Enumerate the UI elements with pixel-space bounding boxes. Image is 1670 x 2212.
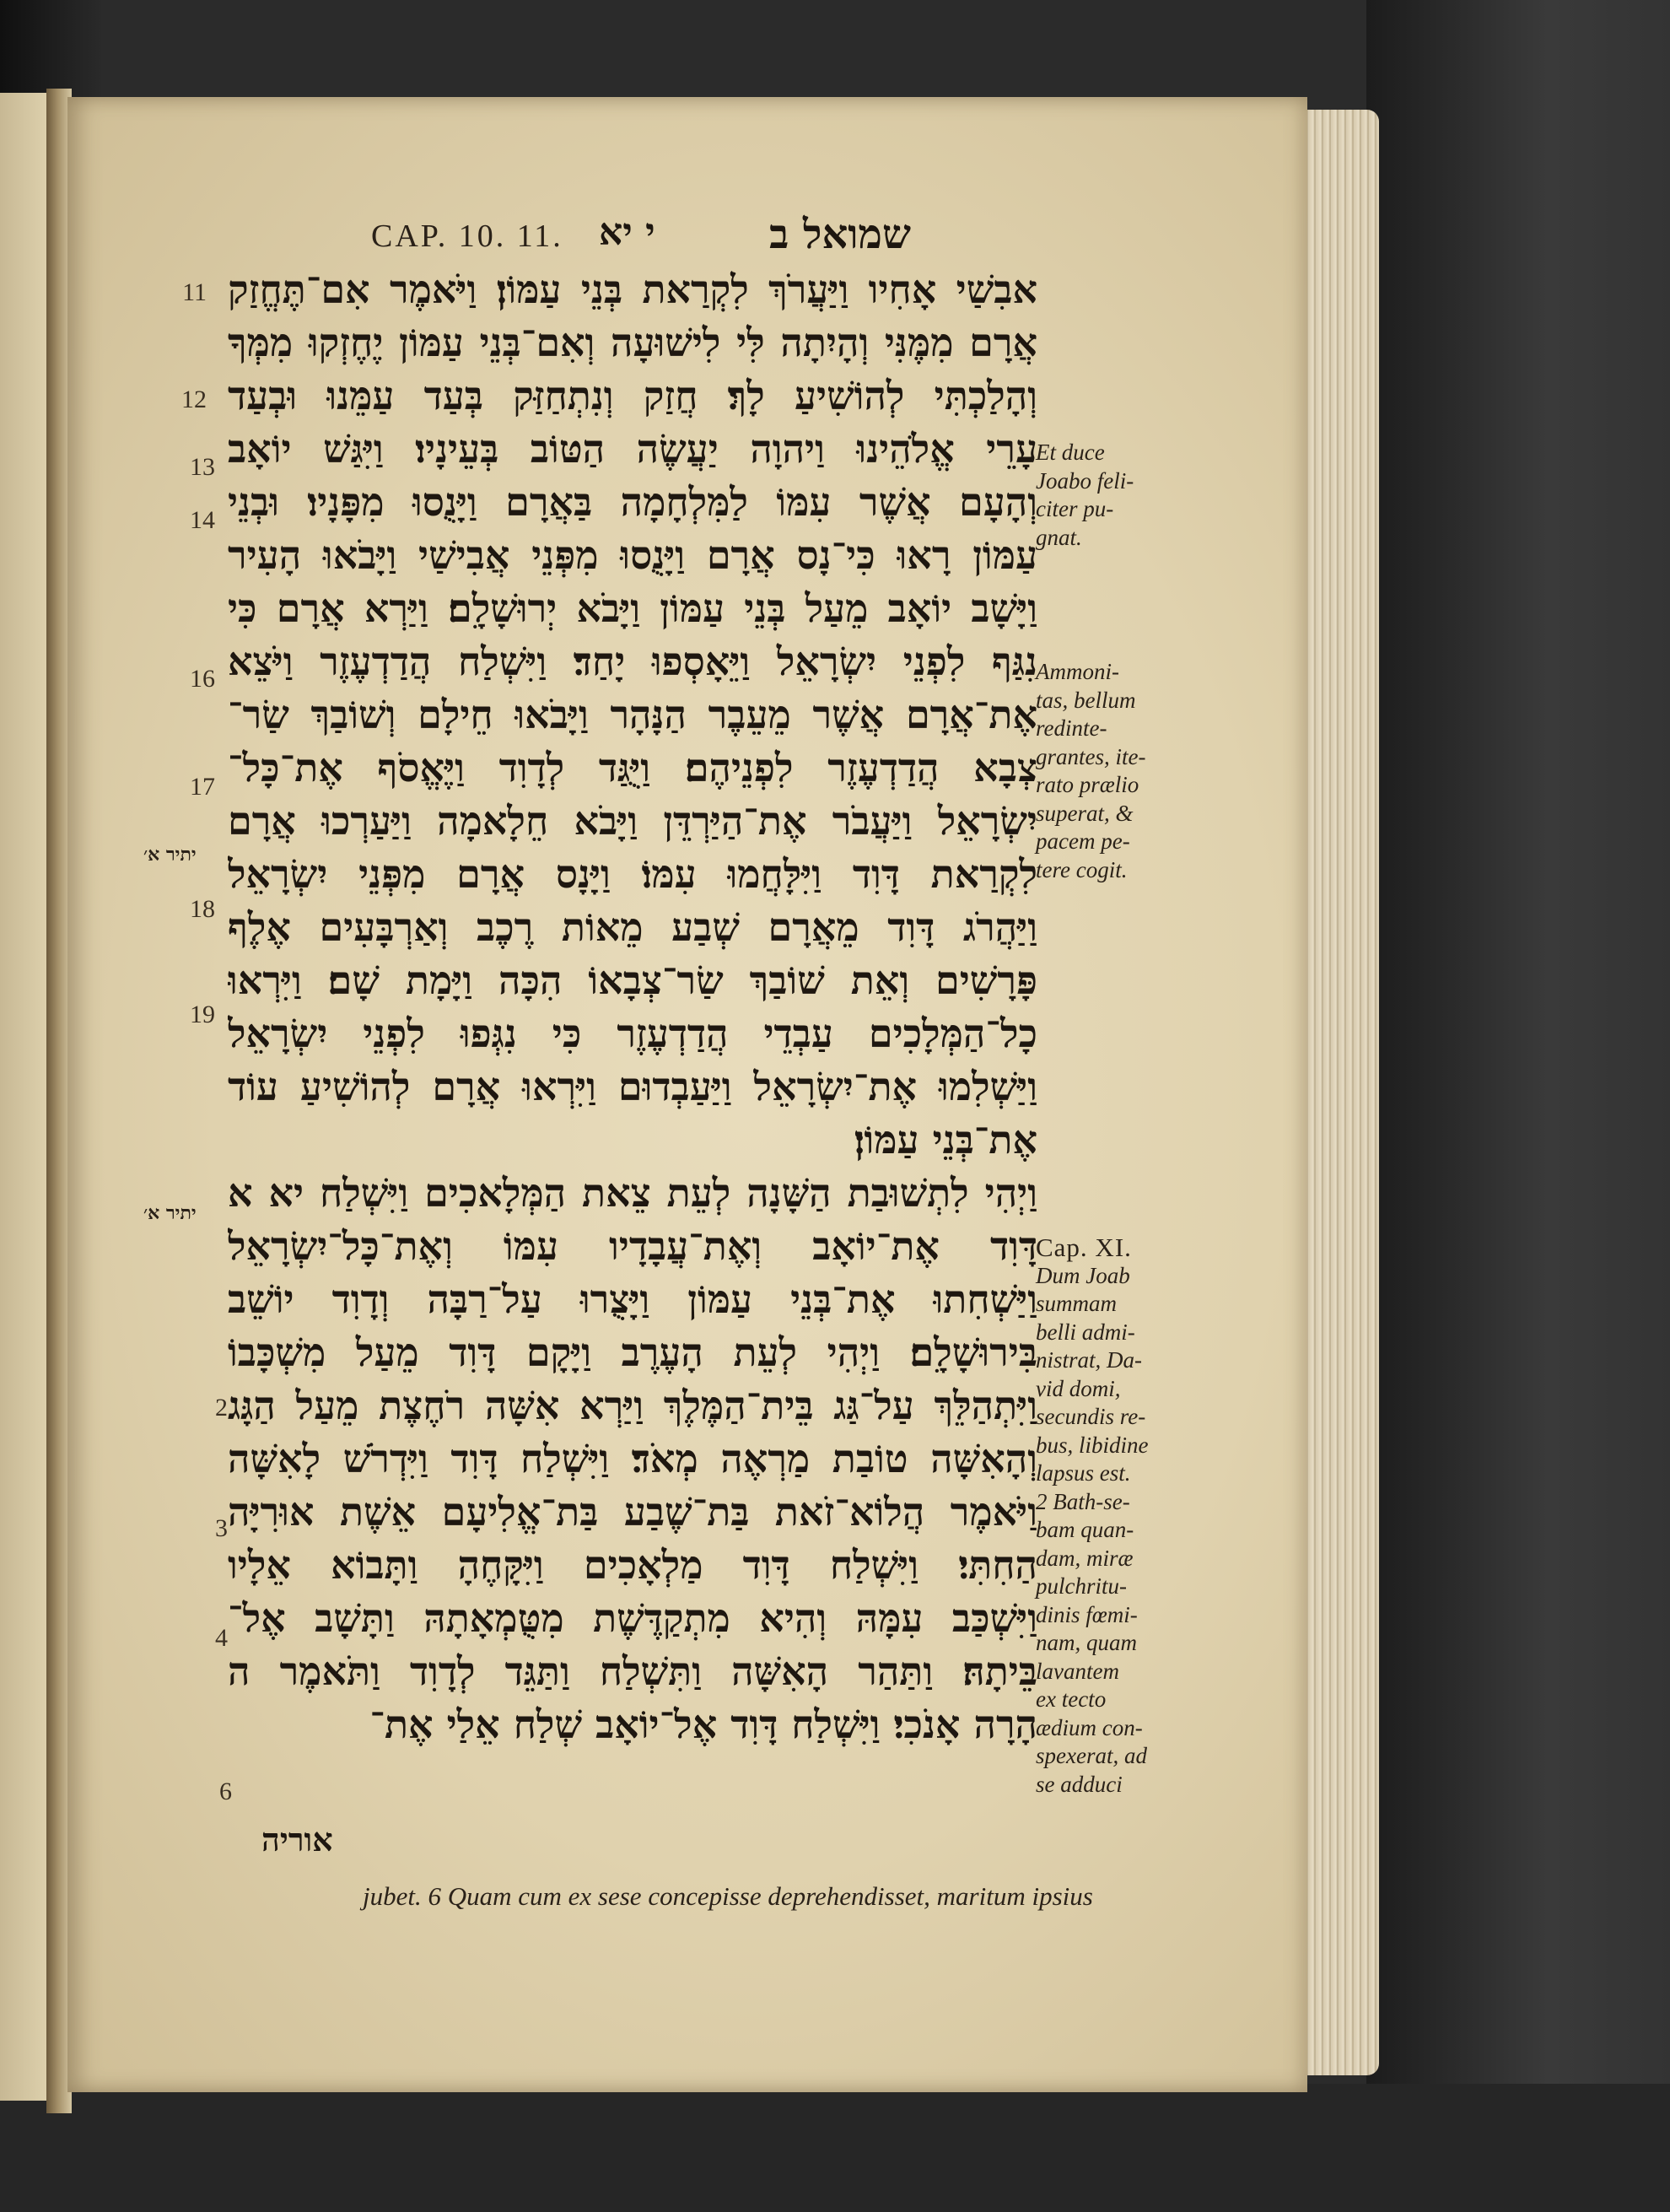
gloss-mark: יתיר א׳: [143, 1202, 197, 1224]
margin-note-line: tas, bellum: [1036, 687, 1136, 713]
margin-note-line: citer pu-: [1036, 496, 1114, 521]
verse-number: 4: [215, 1624, 228, 1652]
margin-note-line: ex tecto: [1036, 1686, 1107, 1712]
background-right: [1366, 0, 1670, 2212]
verse-number: 13: [190, 453, 215, 481]
margin-note-line: summam: [1036, 1291, 1118, 1316]
text-line: הָרָה אָנֹכִי׃ וַיִּשְׁלַח דָּוִד אֶל־יוֹאָב שְׁלַח אֵלַי אֶת־: [369, 1702, 1037, 1747]
text-line: בִּירוּשָׁלִָם׃ וַיְהִי לְעֵת הָעֶרֶב וַיָּקָם דָּוִד מֵעַל מִשְׁכָּבוֹ: [228, 1330, 1037, 1375]
margin-note-line: tere cogit.: [1036, 856, 1128, 882]
hebrew-text-block: [228, 263, 1037, 1751]
chapter-heading-marginal: Cap. XI.: [1036, 1233, 1132, 1262]
text-line: אבִשַׁי אָחִיו וַיַּעֲרֹךְ לִקְרַאת בְּנֵי עַמּוֹן׃ וַיֹּאמֶר אִם־תֶּחֱזַק: [228, 267, 1037, 312]
margin-note-line: spexerat, ad: [1036, 1743, 1147, 1768]
text-line: יִשְׂרָאֵל וַיַּעֲבֹר אֶת־הַיַּרְדֵּן וַיָּבֹא חֵלָאמָה וַיַּעַרְכוּ אֲרָם: [228, 798, 1037, 844]
margin-note-line: bam quan-: [1036, 1517, 1134, 1542]
text-line: וַיֹּאמֶר הֲלוֹא־זֹאת בַּת־שֶׁבַע בַּת־אֱלִיעָם אֵשֶׁת אוּרִיָּה: [228, 1489, 1037, 1535]
margin-note-line: vid domi,: [1036, 1375, 1121, 1401]
margin-note-line: rato prælio: [1036, 772, 1139, 797]
text-line: פָּרָשִׁים וְאֵת שׁוֹבַךְ שַׂר־צְבָאוֹ הִכָּה וַיָּמָת שָׁם׃ וַיִּרְאוּ: [228, 958, 1037, 1003]
verse-number: 12: [181, 386, 207, 413]
catchword: אוריה: [261, 1821, 333, 1859]
margin-note-line: dinis fœmi-: [1036, 1601, 1138, 1627]
margin-note-line: se adduci: [1036, 1771, 1123, 1797]
folio-number: י יא: [599, 211, 655, 254]
margin-note-line: pulchritu-: [1036, 1573, 1127, 1599]
margin-note-line: ædium con-: [1036, 1714, 1143, 1740]
margin-note-line: grantes, ite-: [1036, 743, 1146, 769]
margin-note-line: nam, quam: [1036, 1630, 1137, 1655]
verse-number: 17: [190, 773, 215, 801]
margin-note-line: Ammoni-: [1036, 659, 1119, 684]
book-title: שמואל ב: [769, 211, 911, 258]
text-line: אֶת־אֲרָם אֲשֶׁר מֵעֵבֶר הַנָּהָר וַיָּבֹאוּ חֵילָם וְשׁוֹבַךְ שַׂר־: [228, 692, 1037, 737]
verse-number: 18: [190, 895, 215, 923]
margin-note-line: Dum Joab: [1036, 1262, 1130, 1288]
text-line: וַיִּשְׁכַּב עִמָּהּ וְהִיא מִתְקַדֶּשֶׁת מִטֻּמְאָתָהּ וַתָּשָׁב אֶל־: [228, 1595, 1037, 1641]
margin-note-line: belli admi-: [1036, 1319, 1135, 1345]
text-line: וַיַּשְׁלִמוּ אֶת־יִשְׂרָאֵל וַיַּעַבְדוּם וַיִּרְאוּ אֲרָם לְהוֹשִׁיעַ עוֹד: [228, 1064, 1037, 1109]
text-line: וְהָאִשָּׁה טוֹבַת מַרְאֶה מְאֹד׃ וַיִּשְׁלַח דָּוִד וַיִּדְרֹשׁ לָאִשָּׁה: [228, 1436, 1037, 1481]
text-line: וַיַּשְׁחִתוּ אֶת־בְּנֵי עַמּוֹן וַיָּצֻרוּ עַל־רַבָּה וְדָוִד יוֹשֵׁב: [228, 1276, 1037, 1322]
margin-note-line: gnat.: [1036, 524, 1082, 550]
text-line: וְהָעָם אֲשֶׁר עִמּוֹ לַמִּלְחָמָה בַּאֲרָם וַיָּנֻסוּ מִפָּנָיו׃ וּבְנֵי: [228, 479, 1037, 525]
text-line: וַיַּהֲרֹג דָּוִד מֵאֲרָם שְׁבַע מֵאוֹת רֶכֶב וְאַרְבָּעִים אֶלֶף: [228, 904, 1037, 950]
gloss-mark: יתיר א׳: [143, 844, 197, 866]
verse-number: 16: [190, 665, 215, 693]
verse-number: 6: [219, 1778, 232, 1805]
verse-number: 11: [182, 278, 207, 306]
text-line: דָּוִד אֶת־יוֹאָב וְאֶת־עֲבָדָיו עִמּוֹ וְאֶת־כָּל־יִשְׂרָאֵל: [228, 1223, 1037, 1269]
text-line: צְבָא הֲדַדְעֶזֶר לִפְנֵיהֶם׃ וַיֻּגַּד לְדָוִד וַיֶּאֱסֹף אֶת־כָּל־: [228, 745, 1037, 790]
margin-note-line: lavantem: [1036, 1658, 1119, 1684]
verse-number: 19: [190, 1001, 215, 1028]
text-line: עָרֵי אֱלֹהֵינוּ וַיהוָה יַעֲשֶׂה הַטּוֹב בְּעֵינָיו׃ וַיִּגַּשׁ יוֹאָב: [228, 426, 1037, 472]
text-line: וַיִּתְהַלֵּךְ עַל־גַּג בֵּית־הַמֶּלֶךְ וַיַּרְא אִשָּׁה רֹחֶצֶת מֵעַל הַגָּג: [228, 1383, 1037, 1428]
margin-note-line: bus, libidine: [1036, 1432, 1149, 1458]
text-line: לִקְרַאת דָּוִד וַיִּלָּחֲמוּ עִמּוֹ׃ וַיָּנָס אֲרָם מִפְּנֵי יִשְׂרָאֵל: [228, 851, 1037, 897]
verse-number: 14: [190, 506, 215, 534]
chapter-label: CAP. 10. 11.: [371, 219, 563, 254]
margin-note-line: Et duce: [1036, 440, 1105, 465]
margin-note-line: nistrat, Da-: [1036, 1347, 1143, 1373]
text-line: כָל־הַמְּלָכִים עַבְדֵי הֲדַדְעֶזֶר כִּי נִגְּפוּ לִפְנֵי יִשְׂרָאֵל: [228, 1011, 1037, 1056]
margin-note-1: [1036, 439, 1171, 552]
text-line: אֶת־בְּנֵי עַמּוֹן׃: [854, 1117, 1037, 1163]
text-line: אֲרָם מִמֶּנִּי וְהָיִתָה לִּי לִישׁוּעָה וְאִם־בְּנֵי עַמּוֹן יֶחֶזְקוּ מִמְּךָ: [228, 320, 1037, 365]
footer-latin-line: jubet. 6 Quam cum ex sese concepisse deprehendisset, maritum ipsius: [363, 1881, 1093, 1911]
margin-note-line: superat, &: [1036, 800, 1134, 826]
margin-note-2: [1036, 658, 1171, 884]
margin-note-3: [1036, 1233, 1171, 1799]
text-line: וַיָּשָׁב יוֹאָב מֵעַל בְּנֵי עַמּוֹן וַיָּבֹא יְרוּשָׁלִָם׃ וַיַּרְא אֲרָם כִּי: [228, 585, 1037, 631]
margin-note-line: lapsus est.: [1036, 1460, 1131, 1486]
margin-note-line: 2 Bath-se-: [1036, 1488, 1130, 1514]
verse-number: 2: [215, 1394, 228, 1422]
text-line: בֵּיתָהּ׃ וַתַּהַר הָאִשָּׁה וַתִּשְׁלַח וַתַּגֵּד לְדָוִד וַתֹּאמֶר ה: [228, 1648, 1037, 1694]
margin-note-line: secundis re-: [1036, 1404, 1146, 1429]
text-line: הַחִתִּי׃ וַיִּשְׁלַח דָּוִד מַלְאָכִים וַיִּקָּחֶהָ וַתָּבוֹא אֵלָיו: [228, 1542, 1037, 1588]
text-line: וְהָלַכְתִּי לְהוֹשִׁיעַ לָךְ׃ חֲזַק וְנִתְחַזַּק בְּעַד עַמֵּנוּ וּבְעַד: [228, 373, 1037, 418]
background-bottom: [0, 2084, 1670, 2212]
text-line: נִגַּף לִפְנֵי יִשְׂרָאֵל וַיֵּאָסְפוּ יָחַד׃ וַיִּשְׁלַח הֲדַדְעֶזֶר וַיֹּצֵא: [228, 639, 1037, 684]
margin-note-line: Joabo feli-: [1036, 467, 1134, 494]
text-line: עַמּוֹן רָאוּ כִּי־נָס אֲרָם וַיָּנֻסוּ מִפְּנֵי אֲבִישַׁי וַיָּבֹאוּ הָעִיר: [228, 532, 1037, 578]
margin-note-line: redinte-: [1036, 715, 1107, 741]
margin-note-line: pacem pe-: [1036, 828, 1130, 854]
verse-number: 3: [215, 1514, 228, 1542]
text-line: וַיְהִי לִתְשׁוּבַת הַשָּׁנָה לְעֵת צֵאת הַמְּלָאכִים וַיִּשְׁלַח יא א: [228, 1170, 1037, 1216]
margin-note-line: dam, miræ: [1036, 1545, 1134, 1571]
